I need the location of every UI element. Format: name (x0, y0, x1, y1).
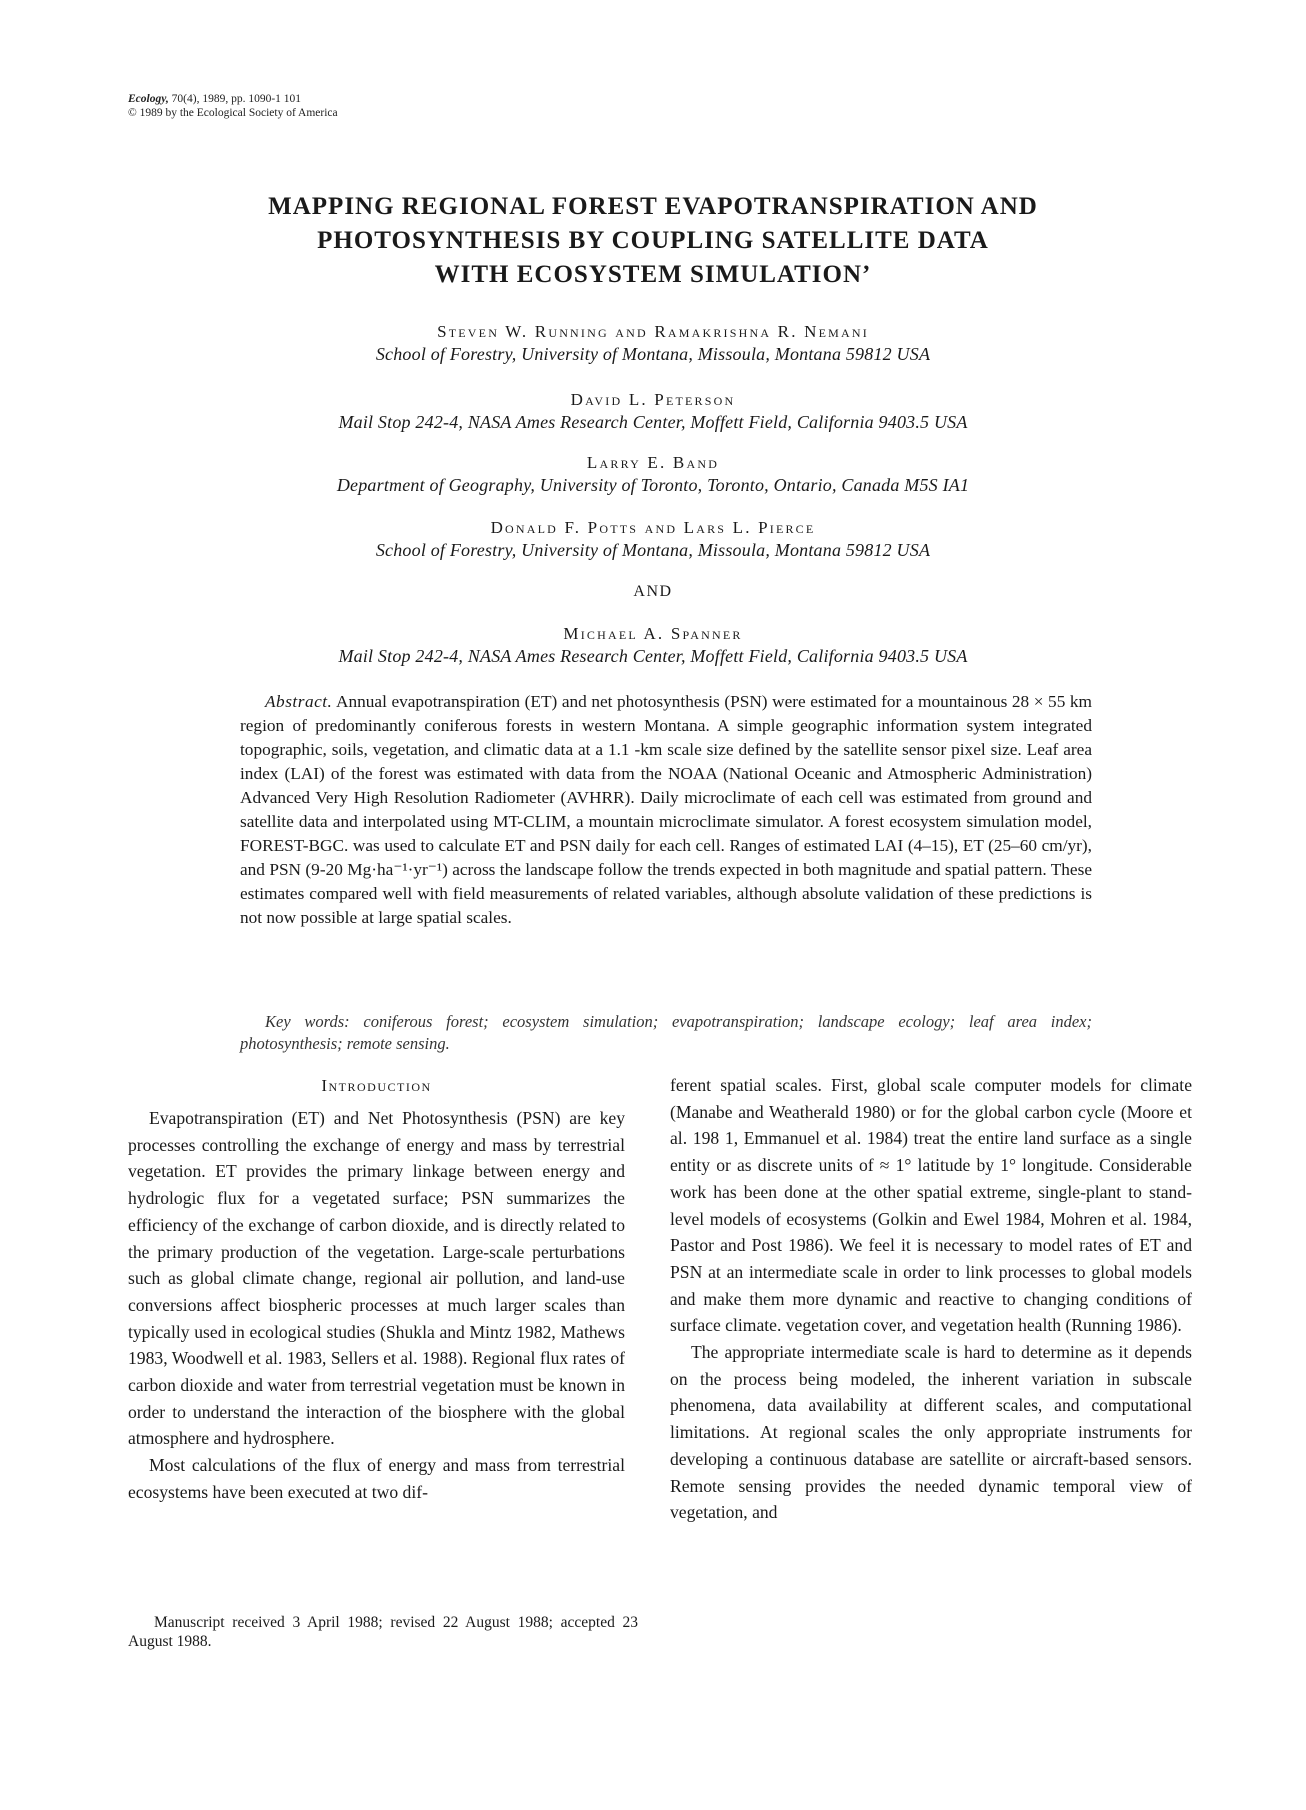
author-block (150, 389, 1156, 433)
copyright-line: © 1989 by the Ecological Society of America (128, 107, 338, 119)
body-column-right (670, 1072, 1192, 1526)
author-names: Michael A. Spanner (563, 624, 743, 643)
author-affiliation: School of Forestry, University of Montana, Missoula, Montana 59812 USA (375, 540, 931, 560)
section-heading-introduction: Introduction (321, 1076, 432, 1095)
body-paragraph: Most calculations of the flux of energy and mass from terrestrial ecosystems have been executed at two dif- (128, 1455, 625, 1502)
body-paragraph: The appropriate intermediate scale is hard to determine as it depends on the process being modeled, the inherent variation in subscale phenomena, data availability at different scales, and computational limitations. At regional scales the only appropriate instruments for developing a continuous database are satellite or aircraft-based sensors. Remote sensing provides the needed dynamic temporal view of vegetation, and (670, 1342, 1192, 1523)
title-line: MAPPING REGIONAL FOREST EVAPOTRANSPIRATION AND (268, 193, 1038, 220)
title-line: WITH ECOSYSTEM SIMULATION’ (434, 261, 872, 288)
body-column-left (128, 1105, 625, 1506)
keywords: Key words: coniferous forest; ecosystem simulation; evapotranspiration; landscape ecology; leaf area index; photosynthesis; remote sensing. (240, 1012, 1092, 1053)
body-paragraph: ferent spatial scales. First, global scale computer models for climate (Manabe and Weatherald 1980) or for the global carbon cycle (Moore et al. 198 1, Emmanuel et al. 1984) treat the entire land surface as a single entity or as discrete units of ≈ 1° latitude by 1° longitude. Considerable work has been done at the other spatial extreme, single-plant to stand-level models of ecosystems (Golkin and Ewel 1984, Mohren et al. 1984, Pastor and Post 1986). We feel it is necessary to model rates of ET and PSN at an intermediate scale in order to link processes to global models and make them more dynamic and reactive to changing conditions of surface climate. vegetation cover, and vegetation health (Running 1986). (670, 1075, 1192, 1336)
author-block (150, 623, 1156, 667)
author-affiliation: School of Forestry, University of Montana, Missoula, Montana 59812 USA (375, 344, 931, 364)
author-block (150, 517, 1156, 561)
paper-title (150, 190, 1156, 292)
journal-header (128, 92, 338, 120)
author-block (150, 321, 1156, 365)
body-paragraph: Evapotranspiration (ET) and Net Photosynthesis (PSN) are key processes controlling the exchange of energy and mass by terrestrial vegetation. ET provides the primary linkage between energy and hydrologic flux for a vegetated surface; PSN summarizes the efficiency of the exchange of carbon dioxide, and is directly related to the primary production of the vegetation. Large-scale perturbations such as global climate change, regional air pollution, and land-use conversions affect biospheric processes at much larger scales than typically used in ecological studies (Shukla and Mintz 1982, Mathews 1983, Woodwell et al. 1983, Sellers et al. 1988). Regional flux rates of carbon dioxide and water from terrestrial vegetation must be known in order to understand the interaction of the biosphere with the global atmosphere and hydrosphere. (128, 1108, 625, 1449)
author-affiliation: Mail Stop 242-4, NASA Ames Research Center, Moffett Field, California 9403.5 USA (338, 412, 968, 432)
author-affiliation: Mail Stop 242-4, NASA Ames Research Center, Moffett Field, California 9403.5 USA (338, 646, 968, 666)
footnote: Manuscript received 3 April 1988; revised 22 August 1988; accepted 23 August 1988. (128, 1614, 638, 1650)
author-block (150, 452, 1156, 496)
abstract-label: Abstract. (265, 692, 333, 711)
journal-citation: 70(4), 1989, pp. 1090-1 101 (168, 93, 302, 105)
abstract (240, 690, 1092, 930)
author-affiliation: Department of Geography, University of Toronto, Toronto, Ontario, Canada M5S IA1 (336, 475, 970, 495)
author-names: Steven W. Running and Ramakrishna R. Nemani (437, 322, 869, 341)
author-names: Larry E. Band (586, 453, 720, 472)
abstract-text: Annual evapotranspiration (ET) and net photosynthesis (PSN) were estimated for a mountainous 28 × 55 km region of predominantly coniferous forests in western Montana. A simple geographic information system integrated topographic, soils, vegetation, and climatic data at a 1.1 -km scale size defined by the satellite sensor pixel size. Leaf area index (LAI) of the forest was estimated with data from the NOAA (National Oceanic and Atmospheric Administration) Advanced Very High Resolution Radiometer (AVHRR). Daily microclimate of each cell was estimated from ground and satellite data and interpolated using MT-CLIM, a mountain microclimate simulator. A forest ecosystem simulation model, FOREST-BGC. was used to calculate ET and PSN daily for each cell. Ranges of estimated LAI (4–15), ET (25–60 cm/yr), and PSN (9-20 Mg·ha⁻¹·yr⁻¹) across the landscape follow the trends expected in both magnitude and spatial pattern. These estimates compared well with field measurements of related variables, although absolute validation of these predictions is not now possible at large spatial scales. (240, 692, 1092, 927)
and-separator: AND (633, 583, 673, 600)
journal-name: Ecology, (128, 93, 169, 105)
author-names: Donald F. Potts and Lars L. Pierce (490, 518, 816, 537)
title-line: PHOTOSYNTHESIS BY COUPLING SATELLITE DATA (317, 227, 989, 254)
author-names: David L. Peterson (570, 390, 736, 409)
